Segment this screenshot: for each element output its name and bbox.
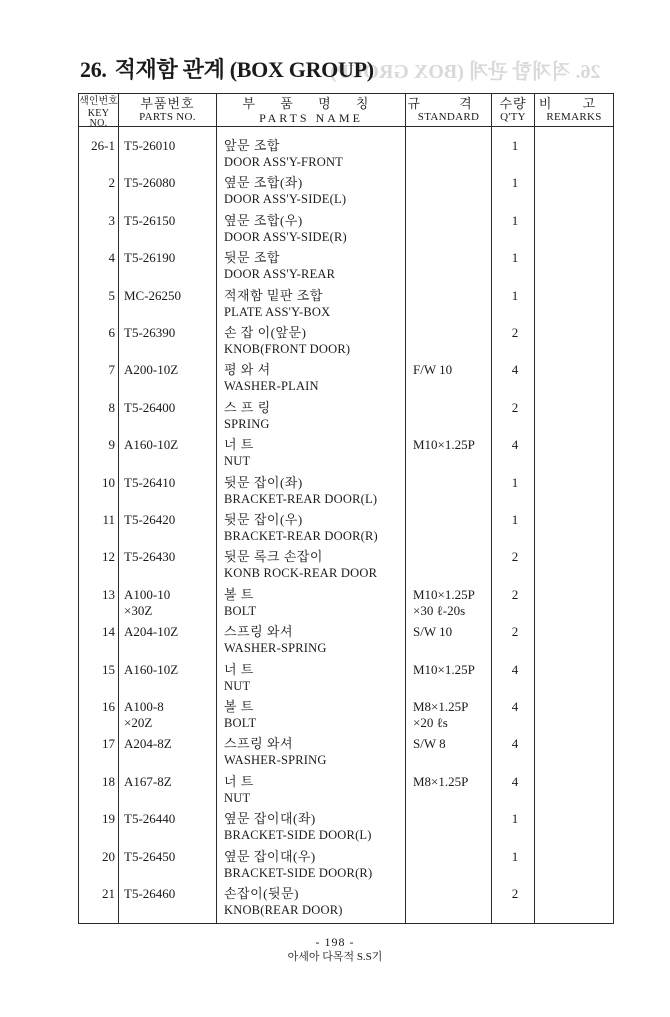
quantity: 2 — [511, 586, 519, 602]
part-name-english: DOOR ASS'Y-FRONT — [224, 155, 344, 169]
part-no: T5-26400 — [124, 399, 176, 415]
part-no: T5-26430 — [124, 549, 176, 565]
header-standard-en: STANDARD — [417, 111, 480, 123]
part-name-korean: 옆문 조합(우) — [224, 212, 303, 228]
key-no-cell — [78, 699, 115, 715]
qty-cell — [490, 437, 540, 453]
standard-cell — [413, 437, 475, 453]
qty-cell — [490, 549, 540, 565]
section-title: 적재함 관계 (BOX GROUP) — [114, 57, 374, 82]
header-qty-en: Q'TY — [500, 111, 526, 123]
part-name-korean: 평 와 셔 — [224, 362, 271, 378]
part-name-english: NUT — [224, 678, 251, 693]
part-no: T5-26410 — [124, 474, 176, 490]
part-no-cell — [124, 662, 178, 678]
part-name-english: KONB ROCK-REAR DOOR — [224, 566, 378, 581]
part-no: T5-26010 — [124, 138, 176, 153]
standard-spec: M8×1.25P — [413, 773, 469, 789]
key-no-cell — [78, 475, 115, 491]
table-row — [78, 288, 614, 325]
key-no: 4 — [108, 250, 115, 266]
quantity: 2 — [511, 549, 519, 565]
part-no-cell — [124, 325, 175, 341]
table-row — [78, 587, 614, 624]
key-no-cell — [78, 400, 115, 416]
qty-cell — [490, 849, 540, 865]
standard-spec: M10×1.25P — [413, 661, 475, 677]
part-name-english: PLATE ASS'Y-BOX — [224, 304, 331, 319]
qty-cell — [490, 699, 540, 715]
key-no: 20 — [102, 848, 115, 864]
part-name-english: WASHER-SPRING — [224, 753, 327, 768]
key-no: 3 — [108, 212, 115, 228]
part-name-korean: 뒷문 잡이(좌) — [224, 474, 303, 490]
part-name-cell — [224, 624, 327, 656]
key-no: 5 — [108, 287, 115, 303]
part-no: T5-26440 — [124, 811, 176, 827]
part-no-cell — [124, 288, 181, 304]
table-row — [78, 175, 614, 212]
key-no-cell — [78, 849, 115, 865]
key-no-cell — [78, 362, 115, 378]
part-name-english: BRACKET-SIDE DOOR(R) — [224, 865, 373, 880]
key-no: 15 — [102, 661, 115, 677]
part-name-korean: 뒷문 잡이(우) — [224, 512, 303, 527]
part-name-english: DOOR ASS'Y-REAR — [224, 267, 336, 282]
key-no-cell — [78, 624, 115, 640]
header-key-ko: 색인번호 — [79, 96, 118, 107]
key-no-cell — [78, 736, 115, 752]
qty-cell — [490, 175, 540, 191]
part-name-cell — [224, 662, 254, 694]
key-no: 13 — [102, 586, 115, 602]
part-no-cell — [124, 624, 178, 640]
table-row — [78, 362, 614, 399]
part-name-cell — [224, 886, 343, 918]
part-name-english: BOLT — [224, 716, 257, 730]
part-no-cell — [124, 886, 175, 902]
part-no-cell — [124, 587, 170, 619]
section-number: 26. — [80, 57, 107, 82]
qty-cell — [490, 213, 540, 229]
key-no: 26-1 — [91, 138, 115, 153]
part-name-korean: 옆문 잡이대(좌) — [224, 811, 316, 827]
part-no-suffix: ×30Z — [124, 602, 153, 618]
table-row — [78, 138, 614, 175]
part-name-english: BRACKET-SIDE DOOR(L) — [224, 828, 372, 843]
part-name-cell — [224, 475, 377, 507]
part-name-cell — [224, 288, 330, 320]
part-no-cell — [124, 250, 175, 266]
quantity: 1 — [511, 212, 519, 228]
table-row — [78, 213, 614, 250]
qty-cell — [490, 288, 540, 304]
key-no-cell — [78, 325, 115, 341]
table-row — [78, 736, 614, 773]
part-name-english: NUT — [224, 790, 251, 805]
part-no-suffix: ×20Z — [124, 715, 153, 730]
part-no: A167-8Z — [124, 773, 172, 789]
part-name-english: BOLT — [224, 603, 257, 618]
part-name-korean: 너 트 — [224, 437, 254, 453]
part-no-cell — [124, 362, 178, 378]
table-row — [78, 437, 614, 474]
part-no: A200-10Z — [124, 362, 179, 378]
qty-cell — [490, 662, 540, 678]
table-row — [78, 699, 614, 736]
table-row — [78, 549, 614, 586]
part-no-cell — [124, 774, 172, 790]
quantity: 4 — [511, 437, 519, 453]
part-name-cell — [224, 512, 378, 544]
key-no-cell — [78, 886, 115, 902]
part-no: A100-10 — [124, 586, 171, 602]
part-name-cell — [224, 437, 254, 469]
publisher-label: 아세아 다목적 S.S기 — [287, 951, 383, 963]
standard-spec: M10×1.25P — [413, 586, 475, 602]
part-no: T5-26460 — [124, 886, 176, 901]
table-row — [78, 475, 614, 512]
table-row — [78, 849, 614, 886]
key-no-cell — [78, 437, 115, 453]
bleed-through-title: 26. 적재함 관계 (BOX GROUP) — [330, 61, 601, 83]
quantity: 4 — [511, 773, 519, 789]
key-no: 14 — [102, 624, 115, 640]
qty-cell — [490, 512, 540, 528]
qty-cell — [490, 886, 540, 902]
quantity: 1 — [511, 287, 519, 303]
part-name-cell — [224, 213, 347, 245]
key-no-cell — [78, 512, 115, 528]
header-remarks-ko: 비 고 — [538, 96, 610, 111]
part-name-korean: 앞문 조합 — [224, 138, 280, 153]
part-no: T5-26150 — [124, 212, 176, 228]
quantity: 4 — [511, 362, 519, 378]
quantity: 1 — [511, 175, 519, 191]
part-name-english: KNOB(REAR DOOR) — [224, 903, 343, 917]
part-no: A100-8 — [124, 699, 164, 714]
part-no-cell — [124, 512, 175, 528]
qty-cell — [490, 587, 540, 603]
part-no: T5-26420 — [124, 512, 176, 527]
key-no-cell — [78, 662, 115, 678]
quantity: 1 — [511, 138, 519, 153]
table-row — [78, 512, 614, 549]
part-name-korean: 너 트 — [224, 661, 254, 677]
part-name-korean: 손잡이(뒷문) — [224, 886, 299, 901]
quantity: 2 — [511, 624, 519, 640]
key-no: 19 — [102, 811, 115, 827]
qty-cell — [490, 400, 540, 416]
quantity: 1 — [511, 848, 519, 864]
key-no: 2 — [108, 175, 115, 191]
key-no-cell — [78, 288, 115, 304]
table-row — [78, 325, 614, 362]
standard-cell — [413, 662, 475, 678]
table-row — [78, 886, 614, 923]
part-name-cell — [224, 549, 377, 581]
part-name-english: DOOR ASS'Y-SIDE(R) — [224, 229, 347, 244]
quantity: 1 — [511, 474, 519, 490]
part-no-cell — [124, 437, 178, 453]
key-no: 11 — [102, 512, 115, 527]
part-no-cell — [124, 736, 172, 752]
qty-cell — [490, 624, 540, 640]
part-no-cell — [124, 811, 175, 827]
part-name-korean: 옆문 조합(좌) — [224, 175, 303, 191]
key-no: 6 — [108, 325, 115, 340]
header-parts-no-ko: 부품번호 — [140, 96, 195, 111]
quantity: 1 — [511, 811, 519, 827]
header-parts-no-en: PARTS NO. — [139, 111, 196, 123]
part-no: T5-26080 — [124, 175, 176, 191]
standard-spec-suffix: ×20 ℓs — [413, 715, 448, 730]
standard-cell — [413, 736, 446, 752]
key-no: 16 — [102, 699, 115, 714]
quantity: 4 — [511, 736, 519, 752]
part-name-korean: 뒷문 조합 — [224, 250, 280, 266]
part-name-english: NUT — [224, 454, 251, 469]
key-no-cell — [78, 549, 115, 565]
part-name-english: BRACKET-REAR DOOR(L) — [224, 491, 378, 506]
key-no-cell — [78, 213, 115, 229]
part-name-cell — [224, 811, 372, 843]
part-name-english: WASHER-SPRING — [224, 641, 327, 656]
part-no: MC-26250 — [124, 287, 182, 303]
table-row — [78, 662, 614, 699]
part-name-english: WASHER-PLAIN — [224, 379, 319, 394]
part-name-english: KNOB(FRONT DOOR) — [224, 342, 351, 356]
part-name-korean: 뒷문 록크 손잡이 — [224, 549, 323, 565]
part-name-english: SPRING — [224, 416, 270, 431]
page-number: - 198 - — [315, 935, 355, 949]
part-name-korean: 손 잡 이(앞문) — [224, 325, 307, 340]
standard-spec: S/W 10 — [413, 624, 453, 640]
table-row — [78, 250, 614, 287]
standard-cell — [413, 587, 475, 619]
part-name-korean: 스프링 와셔 — [224, 736, 294, 752]
standard-cell — [413, 624, 452, 640]
table-row — [78, 400, 614, 437]
key-no-cell — [78, 250, 115, 266]
key-no: 7 — [108, 362, 115, 378]
part-name-cell — [224, 138, 343, 170]
part-name-english: DOOR ASS'Y-SIDE(L) — [224, 192, 347, 207]
part-name-english: BRACKET-REAR DOOR(R) — [224, 529, 378, 543]
standard-cell — [413, 699, 468, 731]
part-name-cell — [224, 736, 327, 768]
quantity: 2 — [511, 399, 519, 415]
part-name-cell — [224, 774, 254, 806]
header-parts-name-ko: 부 품 명 칭 — [242, 96, 380, 111]
part-name-korean: 너 트 — [224, 773, 254, 789]
standard-cell — [413, 774, 468, 790]
qty-cell — [490, 138, 540, 154]
part-no: T5-26450 — [124, 848, 176, 864]
table-row — [78, 624, 614, 661]
part-no: T5-26390 — [124, 325, 176, 340]
quantity: 2 — [511, 325, 519, 340]
part-no: A204-10Z — [124, 624, 179, 640]
key-no-cell — [78, 587, 115, 603]
part-no: A160-10Z — [124, 661, 179, 677]
table-row — [78, 811, 614, 848]
header-parts-name-en: PARTS NAME — [259, 111, 363, 125]
standard-spec: S/W 8 — [413, 736, 446, 752]
part-name-cell — [224, 325, 350, 357]
key-no-cell — [78, 138, 115, 154]
part-name-cell — [224, 250, 335, 282]
key-no: 21 — [102, 886, 115, 901]
header-key-en: KEY NO. — [87, 108, 110, 129]
key-no: 9 — [108, 437, 115, 453]
part-no-cell — [124, 138, 175, 154]
header-remarks-en: REMARKS — [546, 111, 602, 123]
part-name-korean: 적재함 밑판 조합 — [224, 287, 323, 303]
part-no-cell — [124, 475, 175, 491]
part-name-korean: 스프링 와셔 — [224, 624, 294, 640]
part-no: T5-26190 — [124, 250, 176, 266]
standard-spec: F/W 10 — [413, 362, 453, 378]
qty-cell — [490, 811, 540, 827]
part-no: A160-10Z — [124, 437, 179, 453]
quantity: 4 — [511, 661, 519, 677]
qty-cell — [490, 250, 540, 266]
key-no: 10 — [102, 474, 115, 490]
qty-cell — [490, 362, 540, 378]
part-no-cell — [124, 175, 175, 191]
part-name-cell — [224, 175, 346, 207]
quantity: 1 — [511, 512, 519, 527]
quantity: 2 — [511, 886, 519, 901]
qty-cell — [490, 325, 540, 341]
quantity: 1 — [511, 250, 519, 266]
quantity: 4 — [511, 699, 519, 714]
standard-spec-suffix: ×30 ℓ-20s — [413, 602, 466, 618]
qty-cell — [490, 774, 540, 790]
part-name-cell — [224, 699, 256, 731]
part-name-korean: 볼 트 — [224, 699, 254, 714]
key-no: 18 — [102, 773, 115, 789]
part-name-korean: 볼 트 — [224, 586, 254, 602]
qty-cell — [490, 475, 540, 491]
table-row — [78, 774, 614, 811]
key-no: 8 — [108, 399, 115, 415]
part-no: A204-8Z — [124, 736, 172, 752]
key-no-cell — [78, 811, 115, 827]
part-name-korean: 옆문 잡이대(우) — [224, 848, 316, 864]
qty-cell — [490, 736, 540, 752]
header-standard-ko: 규 격 — [407, 96, 490, 111]
key-no-cell — [78, 175, 115, 191]
key-no: 17 — [102, 736, 115, 752]
part-no-cell — [124, 400, 175, 416]
part-no-cell — [124, 699, 164, 731]
part-no-cell — [124, 213, 175, 229]
key-no-cell — [78, 774, 115, 790]
standard-spec: M8×1.25P — [413, 699, 469, 714]
part-no-cell — [124, 849, 175, 865]
part-name-cell — [224, 587, 256, 619]
standard-cell — [413, 362, 452, 378]
standard-spec: M10×1.25P — [413, 437, 475, 453]
part-name-cell — [224, 362, 319, 394]
part-name-cell — [224, 400, 271, 432]
part-no-cell — [124, 549, 175, 565]
header-qty-ko: 수량 — [499, 96, 527, 111]
key-no: 12 — [102, 549, 115, 565]
part-name-cell — [224, 849, 372, 881]
part-name-korean: 스 프 링 — [224, 399, 271, 415]
